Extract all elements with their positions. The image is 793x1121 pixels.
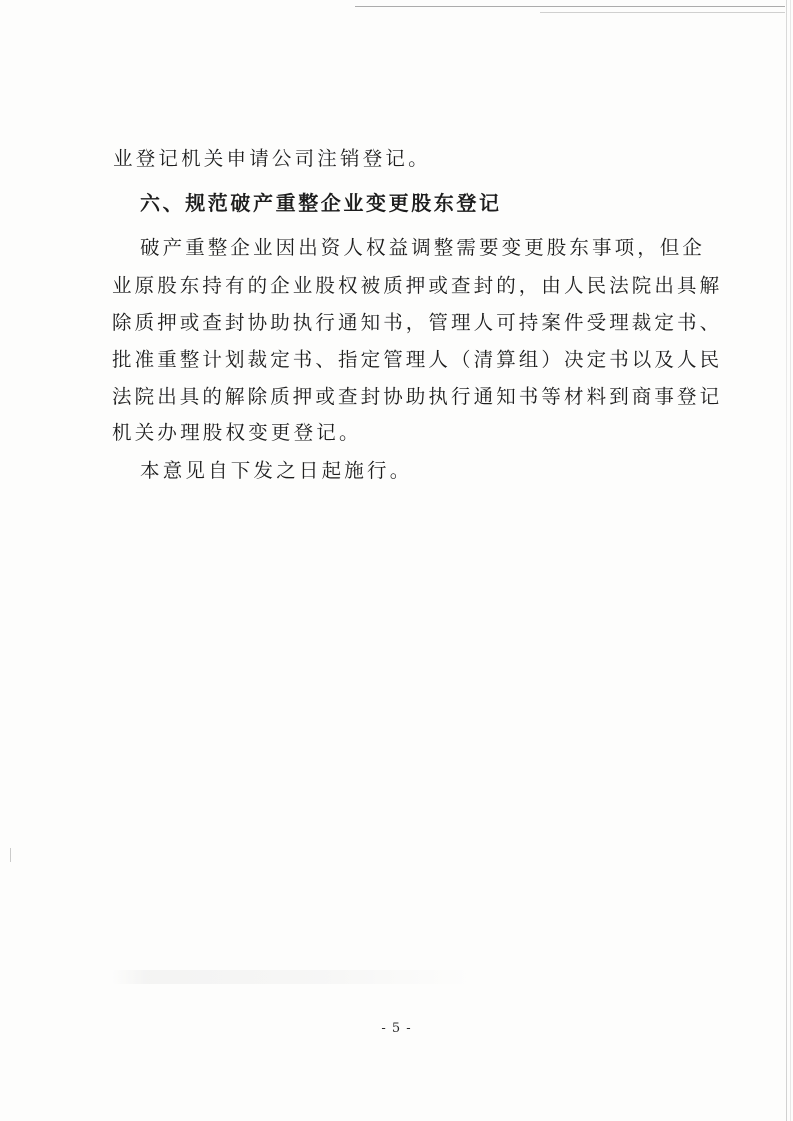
scan-artifact-edge [790, 0, 791, 1121]
scan-artifact-line [540, 12, 785, 13]
section-heading: 六、规范破产重整企业变更股东登记 [140, 191, 502, 215]
paragraph-line: 批准重整计划裁定书、指定管理人（清算组）决定书以及人民 [112, 348, 723, 371]
scan-artifact-line [355, 6, 785, 7]
page-number: - 5 - [381, 1021, 412, 1036]
scan-artifact-edge [786, 0, 787, 1121]
paragraph-line: 除质押或查封协助执行通知书，管理人可持案件受理裁定书、 [112, 311, 723, 334]
paragraph-line: 本意见自下发之日起施行。 [140, 459, 413, 482]
scan-artifact-mark [10, 848, 11, 862]
paragraph-line: 法院出具的解除质押或查封协助执行通知书等材料到商事登记 [112, 385, 723, 408]
paragraph-line: 破产重整企业因出资人权益调整需要变更股东事项，但企 [140, 236, 706, 259]
paragraph-line: 业登记机关申请公司注销登记。 [113, 147, 431, 170]
bleed-through-text [112, 970, 472, 984]
paragraph-line: 机关办理股权变更登记。 [112, 421, 362, 444]
paragraph-line: 业原股东持有的企业股权被质押或查封的，由人民法院出具解 [112, 274, 723, 297]
